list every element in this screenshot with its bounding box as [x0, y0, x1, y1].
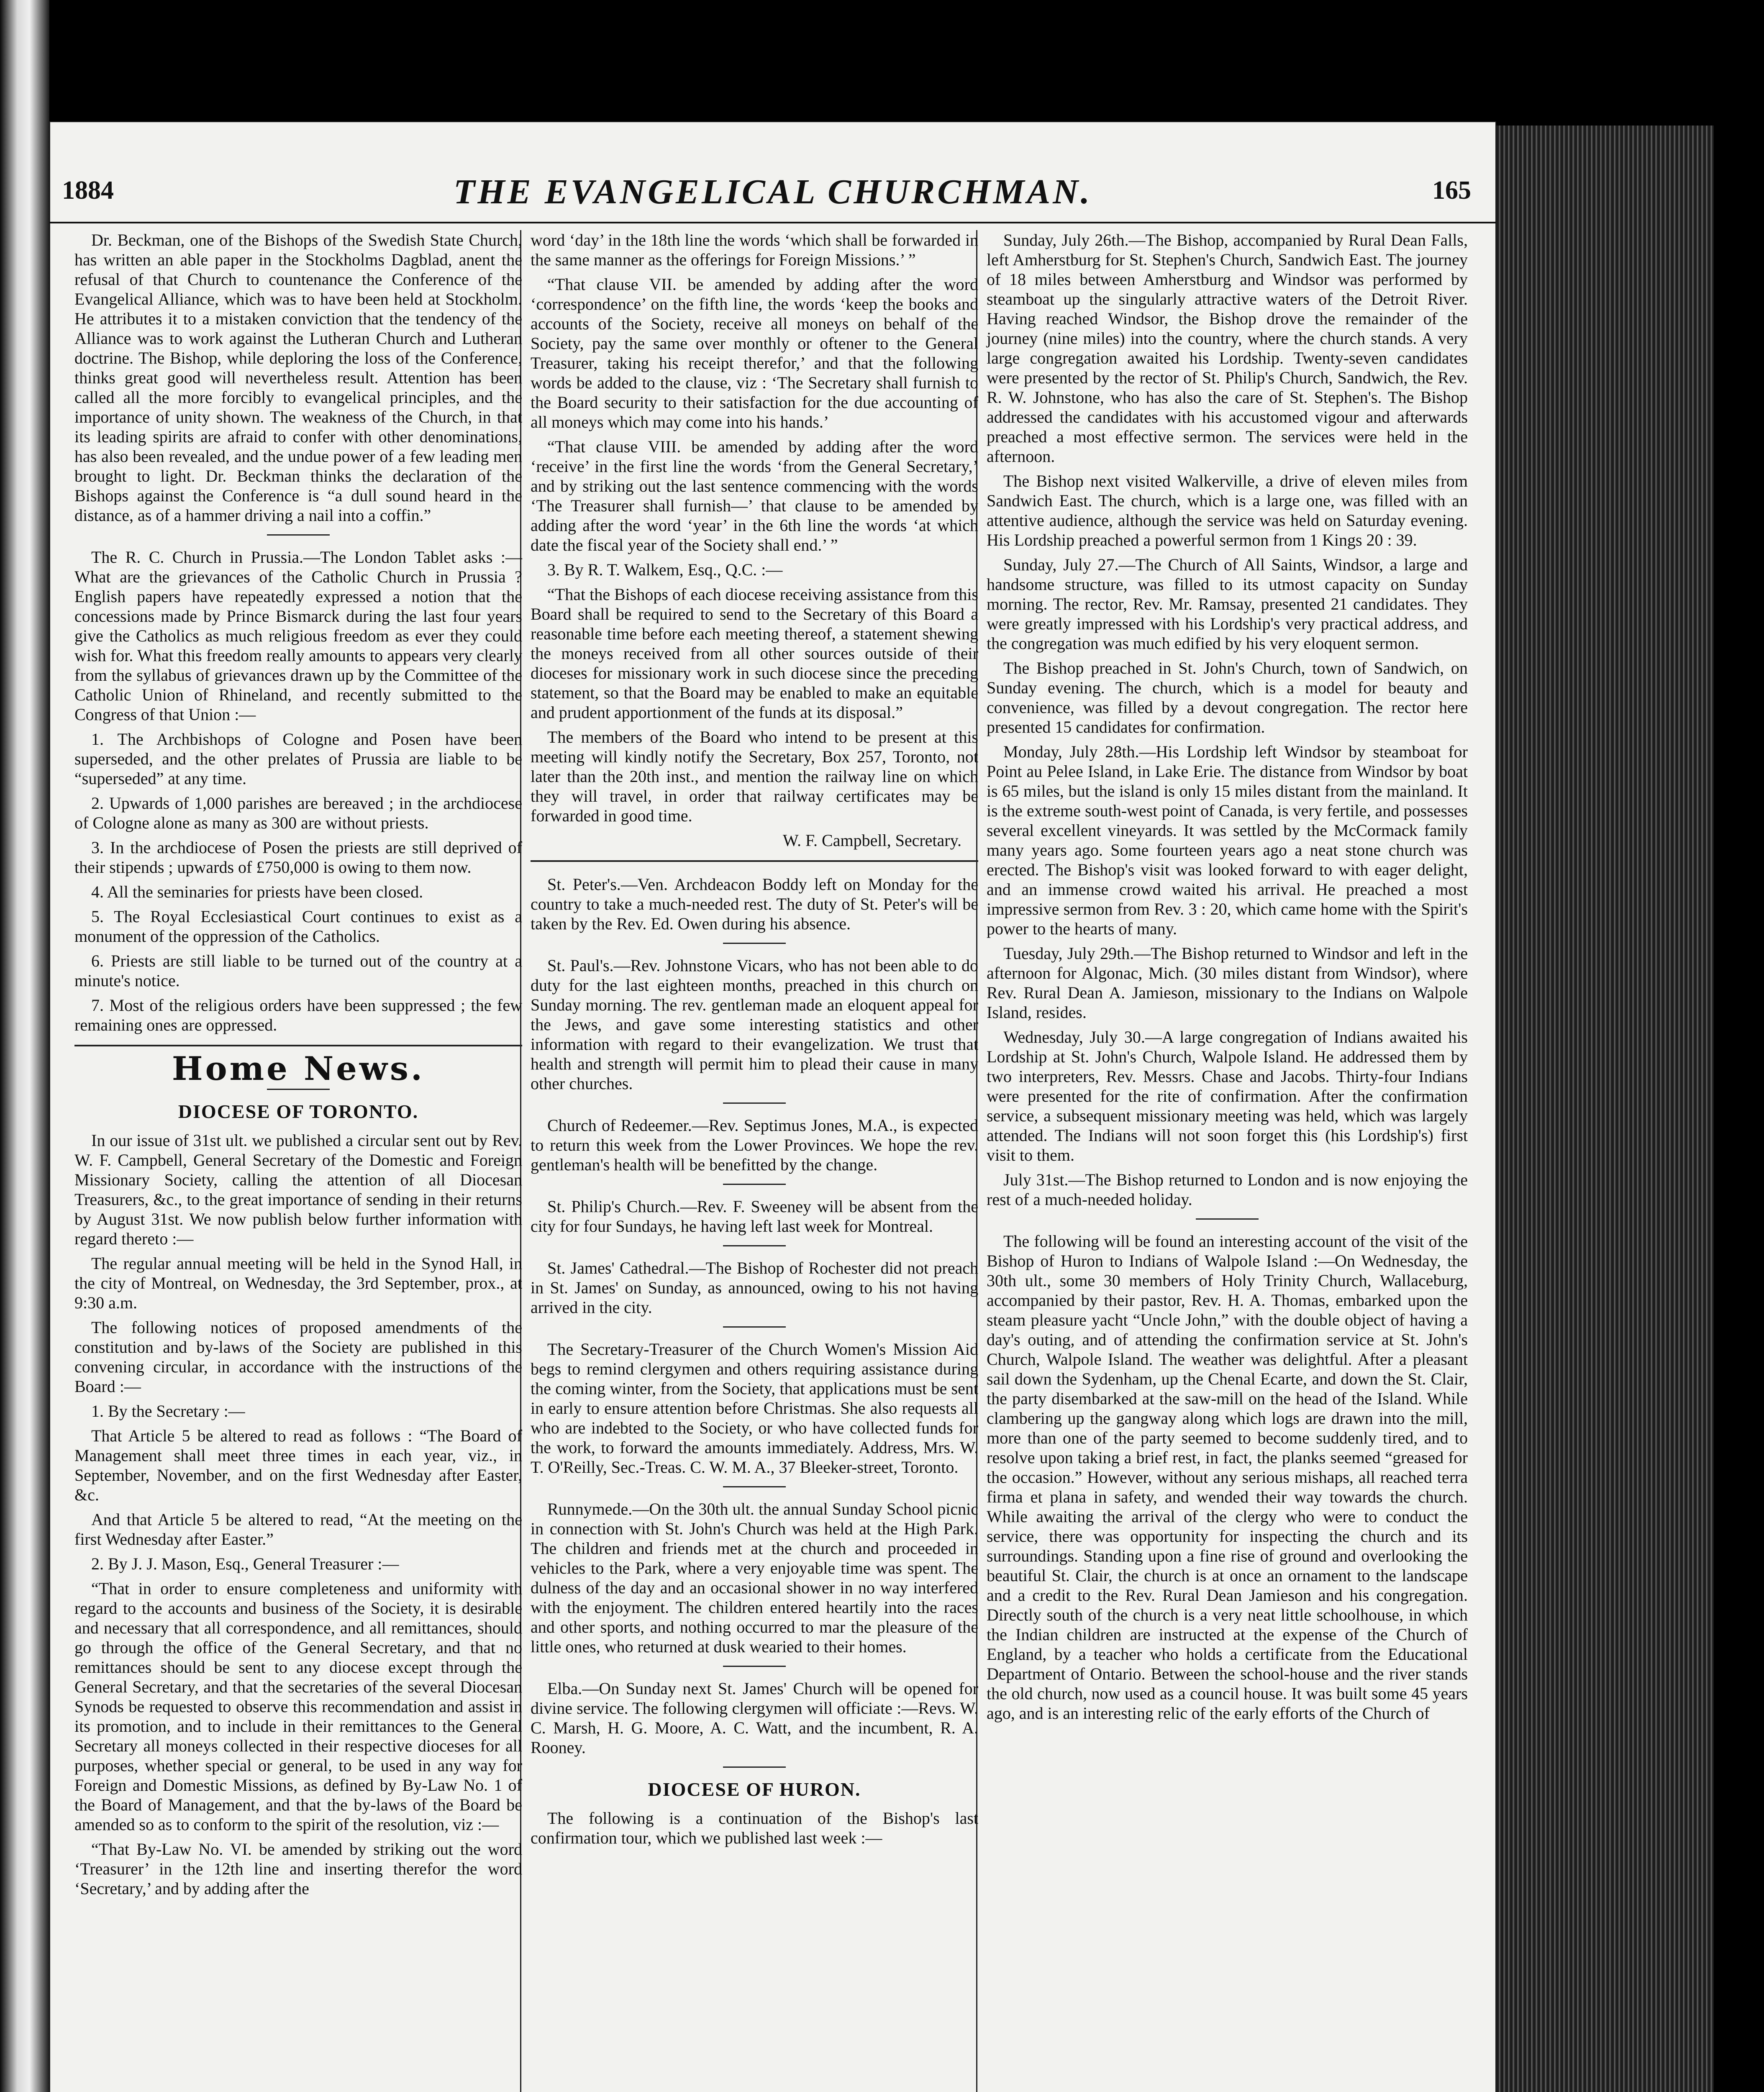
- section-rule: [531, 860, 978, 862]
- page-edges-right: [1496, 126, 1714, 2092]
- separator: [267, 534, 330, 536]
- paragraph: Wednesday, July 30.—A large congregation of Indians awaited his Lordship at St. John's Church, Walpole Island. He addressed them by two interpreters, Rev. Messrs. Chase and Jacobs. Thirty-four Indians were presented for the rite of confirmation. After the confirmation service, a subsequent missionary meeting was held, which was largely attended. The Indians will not soon forget this (his Lordship's) first visit to them.: [987, 1028, 1468, 1164]
- item-st-pauls: St. Paul's.—Rev. Johnstone Vicars, who has not been able to do duty for the last eighteen months, preached in this church on Sunday morning. The rev. gentleman made an eloquent appeal for the Jews, and gave some interesting statistics and other information with regard to their evangelization. We trust that health and strength will permit him to plead their cause in many other churches.: [531, 956, 978, 1093]
- item-st-philips: St. Philip's Church.—Rev. F. Sweeney will be absent from the city for four Sundays, he having left last week for Montreal.: [531, 1197, 978, 1236]
- paragraph: And that Article 5 be altered to read, “At the meeting on the first Wednesday after Easter.”: [74, 1510, 522, 1548]
- separator: [723, 1184, 786, 1185]
- paragraph: The members of the Board who intend to be present at this meeting will kindly notify the Secretary, Box 257, Toronto, not later than the 20th inst., and mention the railway line on which they will travel, in order that railway certificates may be forwarded in good time.: [531, 728, 978, 825]
- article-prussia: The R. C. Church in Prussia.—The London Tablet asks :—What are the grievances of the Catholic Church in Prussia ? English papers have repeatedly expressed a notion that the concessions made by Prince Bismarck during the last four years give the Catholics as much religious freedom as ever they could wish for. What this freedom really amounts to appears very clearly from the syllabus of grievances drawn up by the Committee of the Catholic Union of Rhineland, and recently submitted to the Congress of that Union :—: [74, 548, 522, 724]
- separator: [723, 1326, 786, 1328]
- paragraph: 1. By the Secretary :—: [91, 1402, 245, 1420]
- list-item: 2. Upwards of 1,000 parishes are bereaved ; in the archdiocese of Cologne alone as many as 300 are without priests.: [74, 794, 522, 832]
- signature: W. F. Campbell, Secretary.: [782, 831, 961, 850]
- separator: [723, 1666, 786, 1667]
- item-elba: Elba.—On Sunday next St. James' Church will be opened for divine service. The following clergymen will officiate :—Revs. W. C. Marsh, H. G. Moore, A. C. Watt, and the incumbent, R. A. Rooney.: [531, 1679, 978, 1757]
- item-redeemer: Church of Redeemer.—Rev. Septimus Jones, M.A., is expected to return this week from the Lower Provinces. We hope the rev. gentleman's health will be benefitted by the change.: [531, 1116, 978, 1174]
- article-beckman: Dr. Beckman, one of the Bishops of the Swedish State Church, has written an able paper in the Stockholms Dagblad, anent the refusal of that Church to countenance the Conference of the Evangelical Alliance, which was to have been held at Stockholm. He attributes it to a mistaken conviction that the tendency of the Alliance was to work against the Lutheran Church and Lutheran doctrine. The Bishop, while deploring the loss of the Conference, thinks great good will nevertheless result. Attention has been called all the more forcibly to evangelical principles, and the importance of unity shown. The weakness of the Church, in that its leading spirits are afraid to confer with other denominations, has also been revealed, and the undue power of a few leading men brought to light. Dr. Beckman thinks the declaration of the Bishops against the Conference is “a dull sound heard in the distance, as of a hammer driving a nail into a coffin.”: [74, 231, 522, 525]
- list-item: 5. The Royal Ecclesiastical Court continues to exist as a monument of the oppression of the Catholics.: [74, 907, 522, 946]
- page-header: [49, 159, 1496, 223]
- list-item: 3. In the archdiocese of Posen the priests are still deprived of their stipends ; upwards of £750,000 is owing to them now.: [74, 838, 522, 877]
- diocese-huron-heading: DIOCESE OF HURON.: [648, 1779, 861, 1800]
- list-item: 6. Priests are still liable to be turned out of the country at a minute's notice.: [74, 951, 522, 990]
- paragraph: Tuesday, July 29th.—The Bishop returned to Windsor and left in the afternoon for Algonac, Mich. (30 miles distant from Windsor), where Rev. Rural Dean A. Jamieson, missionary to the Indians on Walpole Island, resides.: [987, 944, 1468, 1022]
- paragraph: The following is a continuation of the Bishop's last confirmation tour, which we published last week :—: [531, 1809, 978, 1847]
- list-item: 4. All the seminaries for priests have been closed.: [91, 882, 423, 901]
- paragraph: “That in order to ensure completeness and uniformity with regard to the accounts and business of the Society, it is desirable and necessary that all correspondence, and all remittances, should go through the office of the General Secretary, and that no remittances should be sent to any diocese except through the General Secretary, and that the secretaries of the several Diocesan Synods be requested to observe this recommendation and assist in its promotion, and to include in their remittances to the General Secretary all moneys collected in their respective dioceses for all purposes, whether special or general, to be used in any way for Foreign and Domestic Missions, as defined by By-Law No. 1 of the Board of Management, and that the by-laws of the Board be amended so as to conform to the spirit of the resolution, viz :—: [74, 1579, 522, 1834]
- paragraph: The following notices of proposed amendments of the constitution and by-laws of the Society are published in this convening circular, in accordance with the instructions of the Board :—: [74, 1318, 522, 1396]
- column-3: [987, 230, 1468, 1728]
- item-runnymede: Runnymede.—On the 30th ult. the annual Sunday School picnic in connection with St. John's Church was held at the High Park. The children and friends met at the church and proceeded in vehicles to the Park, where a very enjoyable time was spent. The dulness of the day and an occasional shower in no way interfered with the enjoyment. The children entered heartily into the races and other sports, and nothing occurred to mar the pleasure of the little ones, who returned at dusk wearied to their homes.: [531, 1500, 978, 1656]
- paragraph: “That the Bishops of each diocese receiving assistance from this Board shall be required to send to the Secretary of this Board a reasonable time before each meeting thereof, a statement shewing the moneys received from all other sources outside of their dioceses for missionary work in such diocese since the preceding statement, so that the Board may be enabled to make an equitable and prudent apportionment of the funds at its disposal.”: [531, 585, 978, 722]
- paragraph: Monday, July 28th.—His Lordship left Windsor by steamboat for Point au Pelee Island, in Lake Erie. The distance from Windsor by boat is 65 miles, but the island is only 15 miles distant from the mainland. It is the extreme south-west point of Canada, is very fertile, and possesses several excellent vineyards. It was settled by the McCormack family many years ago. Some fourteen years ago a neat stone church was erected. The Bishop's visit was looked forward to with eager delight, and an immense crowd waited his arrival. He preached a most impressive sermon from Rev. 3 : 20, which came home with the Spirit's power to the hearts of many.: [987, 742, 1468, 938]
- item-women-mission: The Secretary-Treasurer of the Church Women's Mission Aid begs to remind clergymen and others requiring assistance during the coming winter, from the Society, that applications must be sent in early to ensure attention before Christmas. She also requests all who are indebted to the Society, or who have collected funds for the work, to forward the amounts immediately. Address, Mrs. W. T. O'Reilly, Sec.-Treas. C. W. M. A., 37 Bleeker-street, Toronto.: [531, 1340, 978, 1477]
- column-2: [531, 230, 978, 1853]
- separator: [723, 1102, 786, 1104]
- header-year: 1884: [62, 176, 114, 205]
- paragraph: Sunday, July 26th.—The Bishop, accompanied by Rural Dean Falls, left Amherstburg for St. Stephen's Church, Sandwich East. The journey of 18 miles between Amherstburg and Windsor was performed by steamboat up the singularly attractive waters of the Detroit River. Having reached Windsor, the Bishop drove the remainder of the journey (nine miles) into the country, where the church stands. A very large congregation awaited his Lordship. Twenty-seven candidates were presented by the rector of St. Philip's Church, Sandwich, the Rev. R. W. Johnstone, who has also the care of St. Stephen's. The Bishop addressed the candidates with his accustomed vigour and afterwards preached a most effective sermon. The services were held in the afternoon.: [987, 231, 1468, 466]
- paragraph: “That By-Law No. VI. be amended by striking out the word ‘Treasurer’ in the 12th line and inserting therefor the word ‘Secretary,’ and by adding after the: [74, 1840, 522, 1898]
- paragraph: In our issue of 31st ult. we published a circular sent out by Rev. W. F. Campbell, General Secretary of the Domestic and Foreign Missionary Society, calling the attention of all Diocesan Treasurers, &c., to the great importance of sending in their returns by August 31st. We now publish below further information with regard thereto :—: [74, 1131, 522, 1248]
- separator: [723, 1486, 786, 1487]
- page-number: 165: [1432, 176, 1471, 205]
- item-st-peters: St. Peter's.—Ven. Archdeacon Boddy left on Monday for the country to take a much-needed rest. The duty of St. Peter's will be taken by the Rev. Ed. Owen during his absence.: [531, 875, 978, 933]
- paragraph: That Article 5 be altered to read as follows : “The Board of Management shall meet three times in each year, viz., in September, November, and on the first Wednesday after Easter, &c.: [74, 1426, 522, 1504]
- paragraph: July 31st.—The Bishop returned to London and is now enjoying the rest of a much-needed holiday.: [987, 1170, 1468, 1209]
- separator: [267, 1089, 330, 1090]
- separator: [723, 1245, 786, 1246]
- paragraph: “That clause VIII. be amended by adding after the word ‘receive’ in the first line the words ‘from the General Secretary,’ and by striking out the last sentence commencing with the words ‘The Treasurer shall furnish—’ that clause to be amended by adding after the word ‘year’ in the 6th line the words ‘at which date the fiscal year of the Society shall end.’ ”: [531, 437, 978, 554]
- item-st-james: St. James' Cathedral.—The Bishop of Rochester did not preach in St. James' on Sunday, as announced, owing to his not having arrived in the city.: [531, 1259, 978, 1317]
- newspaper-page: [49, 121, 1496, 2092]
- paragraph: The Bishop next visited Walkerville, a drive of eleven miles from Sandwich East. The church, which is a large one, was filled with an attentive audience, although the service was held on Saturday evening. His Lordship preached a powerful sermon from 1 Kings 20 : 39.: [987, 472, 1468, 549]
- book-spine-left: [0, 0, 49, 2092]
- column-1: [74, 230, 522, 1903]
- separator: [1196, 1218, 1259, 1220]
- paragraph: The Bishop preached in St. John's Church, town of Sandwich, on Sunday evening. The church, which is a model for beauty and convenience, was filled by a devout congregation. The rector here presented 15 candidates for confirmation.: [987, 659, 1468, 736]
- newspaper-title: THE EVANGELICAL CHURCHMAN.: [454, 172, 1092, 211]
- separator: [723, 943, 786, 944]
- section-rule: [74, 1045, 522, 1046]
- list-item: 7. Most of the religious orders have been suppressed ; the few remaining ones are oppressed.: [74, 996, 522, 1034]
- home-news-heading: Home News.: [172, 1050, 425, 1088]
- paragraph: “That clause VII. be amended by adding after the word ‘correspondence’ on the fifth line, the words ‘keep the books and accounts of the Society, receive all moneys on behalf of the Society, pay the same over monthly or oftener to the General Treasurer, taking his receipt therefor,’ and that the following words be added to the clause, viz : ‘The Secretary shall furnish to the Board security to their satisfaction for the due accounting of all moneys which may come into his hands.’: [531, 275, 978, 431]
- list-item: 1. The Archbishops of Cologne and Posen have been superseded, and the other prelates of Prussia are liable to be “superseded” at any time.: [74, 730, 522, 788]
- paragraph: 3. By R. T. Walkem, Esq., Q.C. :—: [547, 560, 783, 579]
- paragraph: 2. By J. J. Mason, Esq., General Treasurer :—: [91, 1554, 399, 1573]
- separator: [723, 1766, 786, 1768]
- paragraph: The regular annual meeting will be held in the Synod Hall, in the city of Montreal, on Wednesday, the 3rd September, prox., at 9:30 a.m.: [74, 1254, 522, 1312]
- paragraph: Sunday, July 27.—The Church of All Saints, Windsor, a large and handsome structure, was filled to its utmost capacity on Sunday morning. The rector, Rev. Mr. Ramsay, presented 21 candidates. They were greatly impressed with his Lordship's very practical address, and the congregation was much edified by his very eloquent sermon.: [987, 555, 1468, 653]
- diocese-toronto-heading: DIOCESE OF TORONTO.: [178, 1101, 419, 1122]
- paragraph: The following will be found an interesting account of the visit of the Bishop of Huron to Indians of Walpole Island :—On Wednesday, the 30th ult., some 30 members of Holy Trinity Church, Wallaceburg, accompanied by their pastor, Rev. H. A. Thomas, embarked upon the steam pleasure yacht “Uncle John,” with the double object of having a day's outing, and of attending the confirmation service at St. John's Church, Walpole Island. The weather was delightful. After a pleasant sail down the Sydenham, up the Chenal Ecarte, and down the St. Clair, the party disembarked at the saw-mill on the head of the Island. While clambering up the gangway along which logs are drawn into the mill, more than one of the party seemed to become suddenly tired, and to resolve upon taking a brief rest, in fact, the planks seemed “greased for the occasion.” However, without any serious mishaps, all reached terra firma et plana in safety, and wended their way towards the church. While awaiting the arrival of the clergy who were to conduct the service, there was opportunity for inspecting the church and its surroundings. Standing upon a fine rise of ground and overlooking the beautiful St. Clair, the church is at once an ornament to the landscape and a credit to the Rev. Rural Dean Jamieson and his congregation. Directly south of the church is a very neat little schoolhouse, in which the Indian children are instructed at the expense of the Church of England, by a teacher who holds a certificate from the Educational Department of Ontario. Between the school-house and the river stands the old church, now used as a council house. It was built some 45 years ago, and is an interesting relic of the early efforts of the Church of: [987, 1232, 1468, 1723]
- paragraph: word ‘day’ in the 18th line the words ‘which shall be forwarded in the same manner as the offerings for Foreign Missions.’ ”: [531, 231, 978, 269]
